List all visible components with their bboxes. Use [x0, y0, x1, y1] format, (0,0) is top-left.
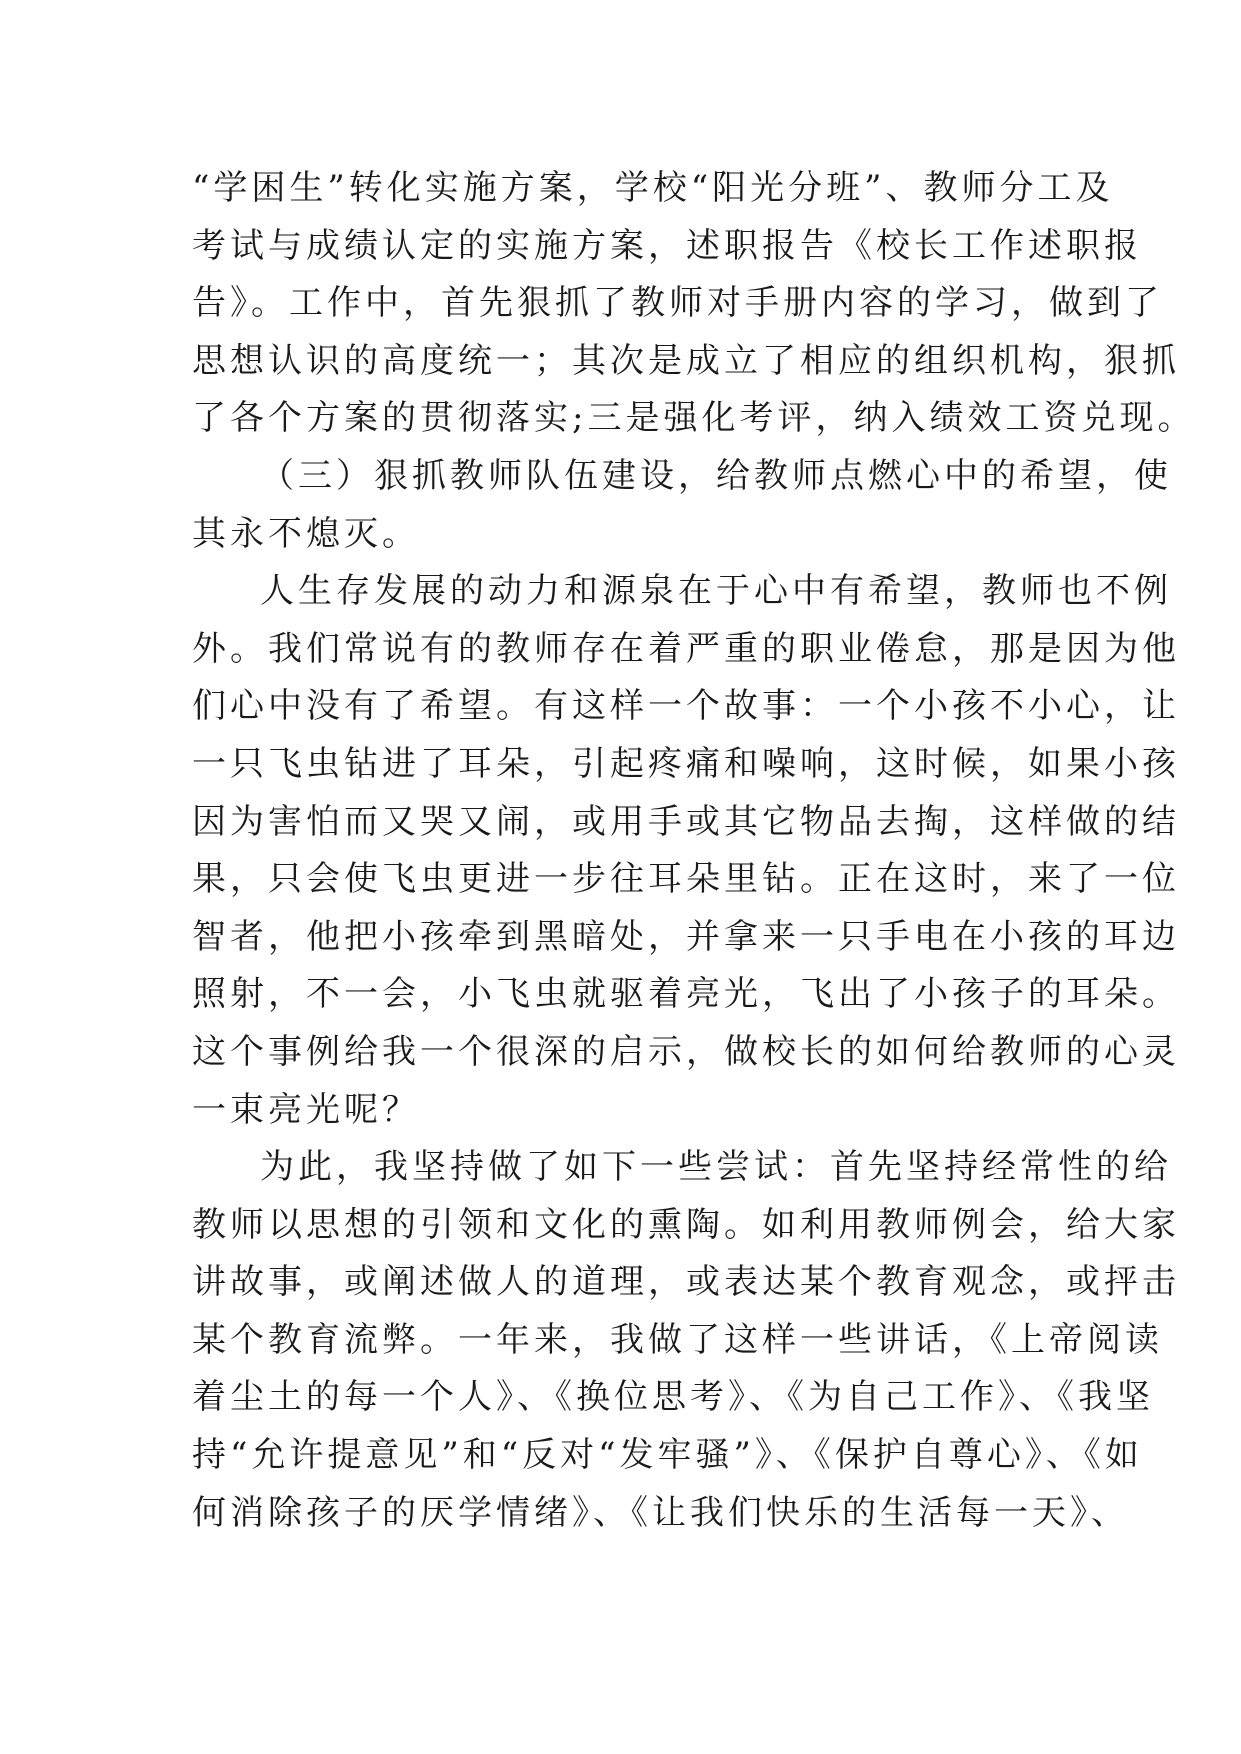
text-line: 一只飞虫钻进了耳朵，引起疼痛和噪响，这时候，如果小孩: [192, 743, 1180, 784]
text-line: “学困生”转化实施方案，学校“阳光分班”、教师分工及: [192, 168, 1114, 208]
section-heading: （三）狠抓教师队伍建设，给教师点燃心中的希望，使: [260, 455, 1172, 496]
text-line: 因为害怕而又哭又闹，或用手或其它物品去掏，这样做的结: [192, 801, 1180, 842]
text-line: 们心中没有了希望。有这样一个故事：一个小孩不小心，让: [192, 686, 1180, 727]
text-line: 了各个方案的贯彻落实;三是强化考评，纳入绩效工资兑现。: [192, 398, 1196, 439]
paragraph-start: 为此，我坚持做了如下一些尝试：首先坚持经常性的给: [260, 1147, 1172, 1188]
section-heading-cont: 其永不熄灭。: [192, 513, 420, 554]
text-line: 考试与成绩认定的实施方案，述职报告《校长工作述职报: [192, 225, 1142, 266]
text-line: 讲故事，或阐述做人的道理，或表达某个教育观念，或抨击: [192, 1262, 1180, 1303]
text-line: 着尘土的每一个人》、《换位思考》、《为自己工作》、《我坚: [192, 1377, 1154, 1418]
paragraph-start: 人生存发展的动力和源泉在于心中有希望，教师也不例: [260, 571, 1172, 612]
text-line: 这个事例给我一个很深的启示，做校长的如何给教师的心灵: [192, 1031, 1180, 1072]
text-line: 智者，他把小孩牵到黑暗处，并拿来一只手电在小孩的耳边: [192, 916, 1180, 957]
text-line: 思想认识的高度统一；其次是成立了相应的组织机构，狠抓: [192, 340, 1180, 381]
text-line: 果，只会使飞虫更进一步往耳朵里钻。正在这时，来了一位: [192, 859, 1180, 900]
text-line: 告》。工作中，首先狠抓了教师对手册内容的学习，做到了: [192, 283, 1163, 324]
text-line: 何消除孩子的厌学情绪》、《让我们快乐的生活每一天》、: [192, 1492, 1129, 1533]
text-line: 一束亮光呢？: [192, 1089, 420, 1130]
text-line: 教师以思想的引领和文化的熏陶。如利用教师例会，给大家: [192, 1204, 1180, 1245]
text-line: 持“允许提意见”和“反对“发牢骚”》、《保护自尊心》、《如: [192, 1435, 1143, 1476]
text-line: 照射，不一会，小飞虫就驱着亮光，飞出了小孩子的耳朵。: [192, 974, 1180, 1015]
text-line: 某个教育流弊。一年来，我做了这样一些讲话，《上帝阅读: [192, 1319, 1163, 1360]
text-line: 外。我们常说有的教师存在着严重的职业倦怠，那是因为他: [192, 628, 1180, 669]
document-page: [192, 160, 1196, 1542]
